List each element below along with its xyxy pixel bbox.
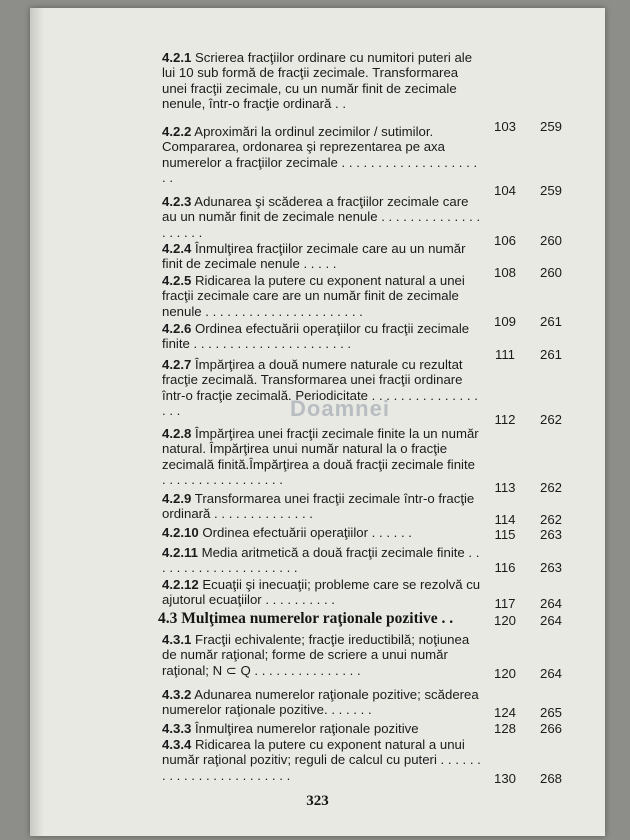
entry-title: Înmulţirea fracţiilor zecimale care au un număr finit de zecimale nenule . . . . .	[162, 241, 466, 272]
toc-entry	[162, 241, 482, 272]
entry-title: Scrierea fracţiilor ordinare cu numitori puteri ale lui 10 sub formă de fracţii zecimale. Transformarea unei fracţii zecimale, cu un număr finit de zecimale nenule, într-o fracţie ordinară . .	[162, 50, 473, 112]
entry-number: 4.2.7	[162, 357, 192, 372]
page-ref-1: 130	[493, 771, 516, 786]
toc-entry	[162, 273, 482, 319]
entry-title: Înmulţirea numerelor raţionale pozitive	[195, 721, 419, 736]
entry-title: Ordinea efectuării operaţiilor cu fracţii zecimale finite . . . . . . . . . . . . . . . . . . . . . .	[162, 321, 470, 352]
entry-number: 4.3.1	[162, 632, 192, 647]
page-ref-1: 106	[493, 233, 516, 248]
page-ref-1: 103	[493, 119, 516, 134]
entry-number: 4.3.2	[162, 687, 192, 702]
entry-number: 4.3.3	[162, 721, 192, 736]
page-ref-2: 260	[539, 265, 562, 280]
section-heading: 4.3 Mulţimea numerelor raţionale pozitive . .	[158, 610, 454, 627]
entry-number: 4.2.8	[162, 426, 192, 441]
entry-number: 4.2.3	[162, 194, 192, 209]
watermark-text: Doamnei	[290, 396, 390, 421]
page-ref-2: 260	[539, 233, 562, 248]
page-ref-2: 262	[539, 480, 562, 495]
page-ref-2: 261	[539, 314, 562, 329]
entry-title: Fracţii echivalente; fracţie ireductibilă; noţiunea de număr raţional; forme de scriere a unui număr raţional; N ⊂ Q . . . . . . . . . . . . . . .	[162, 632, 470, 678]
page-ref-1: 116	[494, 560, 516, 575]
toc-entry	[162, 525, 482, 540]
entry-title: Aproximări la ordinul zecimilor / sutimilor. Compararea, ordonarea şi reprezentarea pe axa numerelor a fracţiilor zecimale . . . . . . . . . . . . . . . . . . . . .	[162, 124, 478, 186]
page-ref-2: 263	[539, 527, 562, 542]
page-ref-1: 111	[494, 347, 516, 362]
page-spine-shadow	[30, 8, 44, 836]
toc-entry	[162, 737, 482, 783]
entry-title: Ridicarea la putere cu exponent natural a unui număr raţional pozitiv; reguli de calcul cu puteri . . . . . . . . . . . . . . . . . . . . . . . .	[162, 737, 481, 783]
entry-title: Ridicarea la putere cu exponent natural a unei fracţii zecimale care are un număr finit de zecimale nenule . . . . . . . . . . . . . . . . . . . . . .	[162, 273, 465, 319]
page-ref-2: 265	[539, 705, 562, 720]
entry-number: 4.2.6	[162, 321, 192, 336]
entry-number: 4.2.4	[162, 241, 192, 256]
entry-title: Adunarea şi scăderea a fracţiilor zecimale care au un număr finit de zecimale nenule . . . . . . . . . . . . . . . . . . . .	[162, 194, 481, 240]
page-ref-1: 109	[493, 314, 516, 329]
toc-entry	[162, 321, 482, 352]
page-number: 323	[306, 793, 329, 809]
page-ref-1: 115	[494, 527, 516, 542]
entry-number: 4.2.11	[162, 545, 198, 560]
page-ref-2: 266	[539, 721, 562, 736]
entry-number: 4.2.5	[162, 273, 192, 288]
book-page	[30, 8, 605, 836]
toc-entry	[162, 721, 482, 736]
entry-title: Transformarea unei fracţii zecimale într-o fracţie ordinară . . . . . . . . . . . . . .	[162, 491, 475, 522]
toc-entry	[162, 687, 482, 718]
entry-title: Ordinea efectuării operaţiilor . . . . . .	[202, 525, 412, 540]
entry-number: 4.3.4	[162, 737, 192, 752]
entry-title: Împărţirea a două numere naturale cu rezultat fracţie zecimală. Transformarea unei fracţii ordinare într-o fracţie zecimală. Periodicitate . . . . . . . . . . . . . . . . . .	[162, 357, 478, 419]
page-ref-1: 113	[494, 480, 516, 495]
toc-entry	[162, 194, 482, 240]
entry-number: 4.2.1	[162, 50, 192, 65]
entry-title: Adunarea numerelor raţionale pozitive; scăderea numerelor raţionale pozitive. . . . . . .	[162, 687, 479, 718]
page-ref-1: 108	[493, 265, 516, 280]
page-ref-1: 120	[493, 666, 516, 681]
page-ref-1: 128	[493, 721, 516, 736]
entry-title: Media aritmetică a două fracţii zecimale finite . . . . . . . . . . . . . . . . . . . . .	[162, 545, 480, 576]
section-page-ref-1: 120	[493, 613, 516, 628]
entry-number: 4.2.10	[162, 525, 199, 540]
section-page-ref-2: 264	[539, 613, 562, 628]
entry-title: Împărţirea unei fracţii zecimale finite la un număr natural. Împărţirea unui număr natural la o fracţie zecimală finită.Împărţirea a două fracţii zecimale finite . . . . . . . . . . . . . . . . .	[162, 426, 479, 488]
entry-title: Ecuaţii şi inecuaţii; probleme care se rezolvă cu ajutorul ecuaţiilor . . . . . . . . . .	[162, 577, 481, 608]
toc-entry	[162, 357, 482, 419]
page-ref-2: 262	[539, 412, 562, 427]
toc-entry	[162, 632, 482, 678]
entry-number: 4.2.2	[162, 124, 192, 139]
page-ref-2: 264	[539, 666, 562, 681]
page-ref-1: 104	[493, 183, 516, 198]
page-ref-1: 114	[494, 512, 516, 527]
entry-number: 4.2.9	[162, 491, 192, 506]
toc-entry	[162, 491, 482, 522]
page-ref-2: 262	[539, 512, 562, 527]
toc-entry	[162, 426, 482, 488]
page-ref-1: 112	[494, 412, 516, 427]
page-ref-2: 263	[539, 560, 562, 575]
page-ref-2: 264	[539, 596, 562, 611]
page-ref-2: 259	[539, 183, 562, 198]
toc-entry	[162, 577, 482, 608]
page-ref-2: 259	[539, 119, 562, 134]
entry-number: 4.2.12	[162, 577, 199, 592]
page-ref-1: 117	[494, 596, 516, 611]
page-ref-2: 268	[539, 771, 562, 786]
toc-entry	[162, 50, 482, 112]
toc-entry	[162, 545, 482, 576]
page-ref-2: 261	[539, 347, 562, 362]
page-ref-1: 124	[493, 705, 516, 720]
toc-entry	[162, 124, 482, 186]
